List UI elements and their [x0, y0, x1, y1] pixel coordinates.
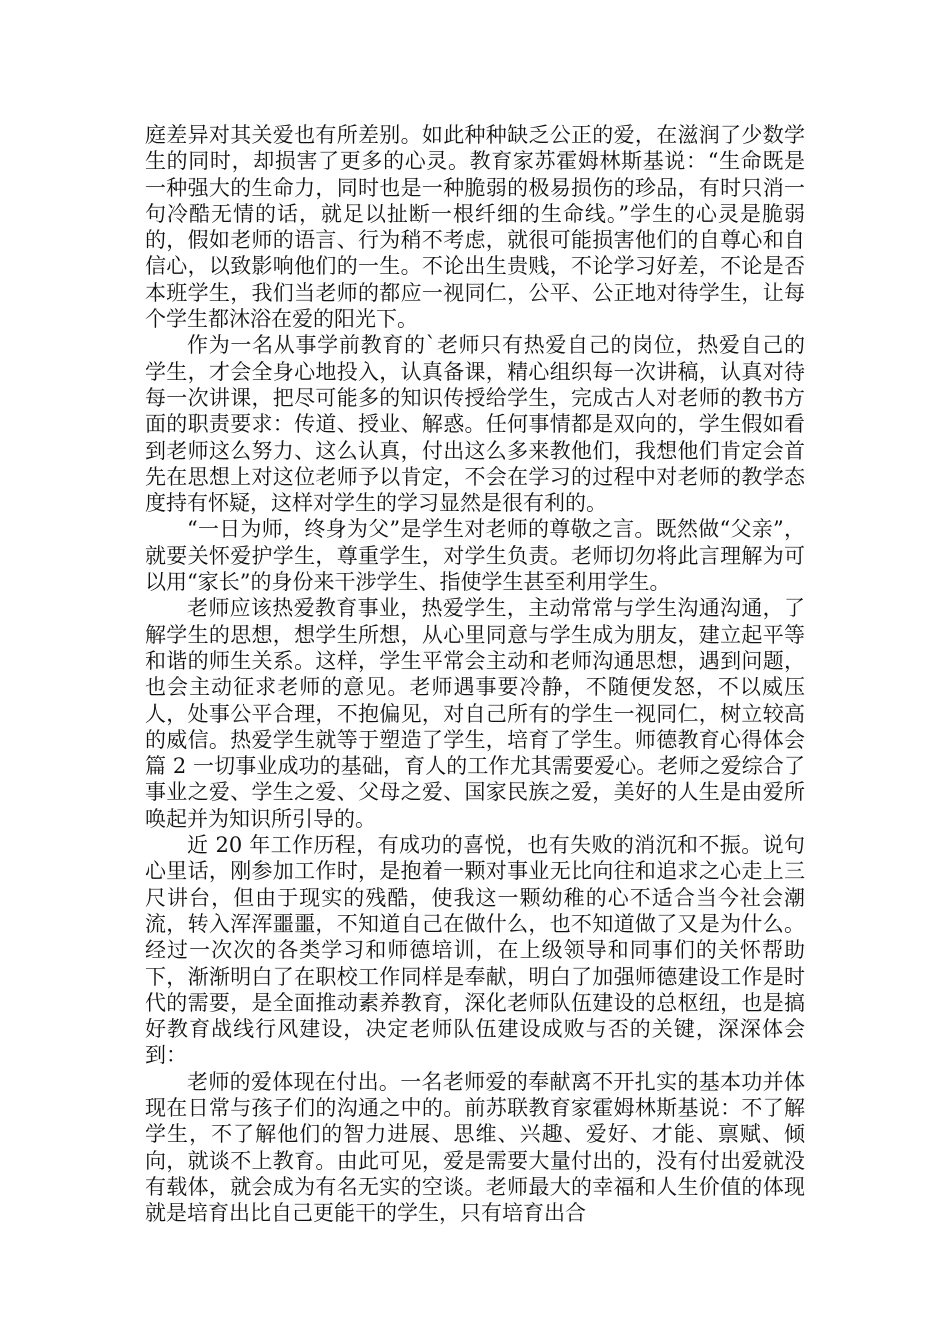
paragraph-2: 作为一名从事学前教育的`老师只有热爱自己的岗位，热爱自己的学生，才会全身心地投入，认真备课，精心组织每一次讲稿，认真对待每一次讲课，把尽可能多的知识传授给学生，完成古人对老师的教书方面的职责要求：传道、授业、解惑。任何事情都是双向的，学生假如看到老师这么努力、这么认真，付出这么多来教他们，我想他们肯定会首先在思想上对这位老师予以肯定，不会在学习的过程中对老师的教学态度持有怀疑，这样对学生的学习显然是很有利的。 — [145, 333, 805, 516]
paragraph-5: 近 20 年工作历程，有成功的喜悦，也有失败的消沉和不振。说句心里话，刚参加工作时，是抱着一颗对事业无比向往和追求之心走上三尺讲台，但由于现实的残酷，使我这一颗幼稚的心不适合当今社会潮流，转入浑浑噩噩，不知道自己在做什么，也不知道做了又是为什么。经过一次次的各类学习和师德培训，在上级领导和同事们的关怀帮助下，渐渐明白了在职校工作同样是奉献，明白了加强师德建设工作是时代的需要，是全面推动素养教育，深化老师队伍建设的总枢纽，也是搞好教育战线行风建设，决定老师队伍建设成败与否的关键，深深体会到： — [145, 833, 805, 1068]
paragraph-3: “一日为师，终身为父”是学生对老师的尊敬之言。既然做“父亲”，就要关怀爱护学生，尊重学生，对学生负责。老师切勿将此言理解为可以用“家长”的身份来干涉学生、指使学生甚至利用学生。 — [145, 517, 805, 595]
paragraph-4: 老师应该热爱教育事业，热爱学生，主动常常与学生沟通沟通，了解学生的思想，想学生所想，从心里同意与学生成为朋友，建立起平等和谐的师生关系。这样，学生平常会主动和老师沟通思想，遇到问题，也会主动征求老师的意见。老师遇事要冷静，不随便发怒，不以威压人，处事公平合理，不抱偏见，对自己所有的学生一视同仁，树立较高的威信。热爱学生就等于塑造了学生，培育了学生。师德教育心得体会 篇 2 一切事业成功的基础，育人的工作尤其需要爱心。老师之爱综合了事业之爱、学生之爱、父母之爱、国家民族之爱，美好的人生是由爱所唤起并为知识所引导的。 — [145, 596, 805, 831]
paragraph-1: 庭差异对其关爱也有所差别。如此种种缺乏公正的爱，在滋润了少数学生的同时，却损害了更多的心灵。教育家苏霍姆林斯基说：“生命既是一种强大的生命力，同时也是一种脆弱的极易损伤的珍品，有时只消一句冷酷无情的话，就足以扯断一根纤细的生命线。”学生的心灵是脆弱的，假如老师的语言、行为稍不考虑，就很可能损害他们的自尊心和自信心，以致影响他们的一生。不论出生贵贱，不论学习好差，不论是否本班学生，我们当老师的都应一视同仁，公平、公正地对待学生，让每个学生都沐浴在爱的阳光下。 — [145, 123, 805, 332]
paragraph-6: 老师的爱体现在付出。一名老师爱的奉献离不开扎实的基本功并体现在日常与孩子们的沟通之中的。前苏联教育家霍姆林斯基说：不了解学生，不了解他们的智力进展、思维、兴趣、爱好、才能、禀赋、倾向，就谈不上教育。由此可见，爱是需要大量付出的，没有付出爱就没有载体，就会成为有名无实的空谈。老师最大的幸福和人生价值的体现就是培育出比自己更能干的学生，只有培育出合 — [145, 1069, 805, 1226]
document-body — [145, 122, 805, 1226]
